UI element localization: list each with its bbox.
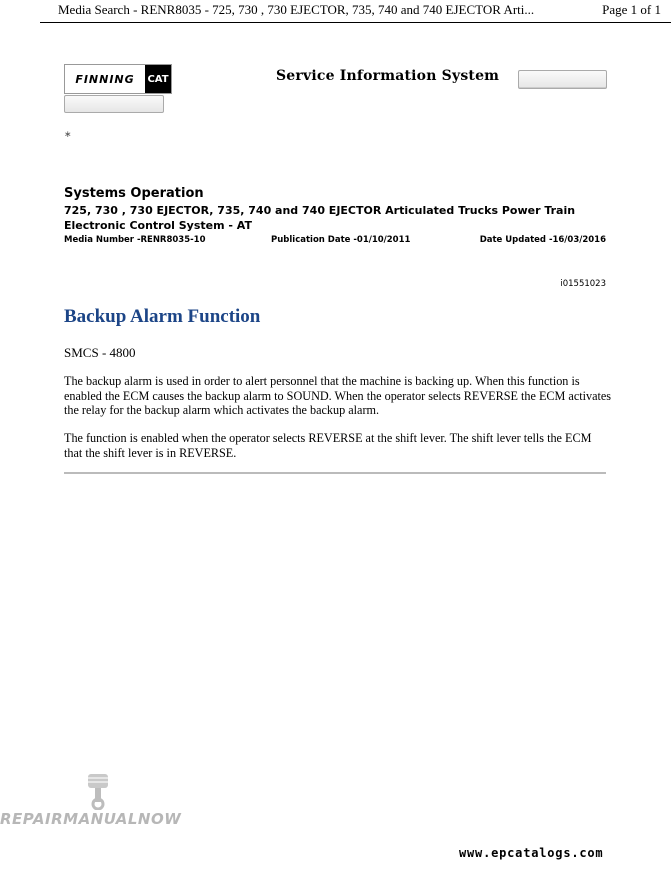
cat-logo-text: CAT <box>145 65 171 93</box>
watermark-text: REPAIRMANUALNOW <box>0 810 182 828</box>
divider <box>64 472 606 474</box>
finning-logo-text: FINNING <box>75 72 135 86</box>
media-number: Media Number -RENR8035-10 <box>64 235 206 245</box>
small-mark-icon: ∗ <box>64 130 72 140</box>
page-title: Backup Alarm Function <box>64 306 261 327</box>
product-line-2: Electronic Control System - AT <box>64 219 252 232</box>
date-updated: Date Updated -16/03/2016 <box>479 235 606 245</box>
smcs-code: SMCS - 4800 <box>64 345 136 360</box>
nav-field[interactable] <box>64 95 164 113</box>
section-title: Systems Operation <box>64 186 204 201</box>
finning-cat-logo <box>64 64 172 94</box>
piston-icon <box>80 770 116 810</box>
print-header <box>40 0 671 23</box>
paragraph-2: The function is enabled when the operator selects REVERSE at the shift lever. The shift lever tells the ECM that the shift lever is in REVERSE. <box>64 431 592 460</box>
print-header-title: Media Search - RENR8035 - 725, 730 , 730 EJECTOR, 735, 740 and 740 EJECTOR Arti... <box>58 2 535 17</box>
page-number: Page 1 of 1 <box>602 2 661 17</box>
system-title: Service Information System <box>276 68 500 84</box>
search-field[interactable] <box>518 70 607 89</box>
website-link[interactable]: www.epcatalogs.com <box>459 846 604 860</box>
product-description <box>64 203 575 233</box>
product-line-1: 725, 730 , 730 EJECTOR, 735, 740 and 740 EJECTOR Articulated Trucks Power Train <box>64 204 576 217</box>
paragraph-1: The backup alarm is used in order to alert personnel that the machine is backing up. When this function is enabled the ECM causes the backup alarm to SOUND. When the operator selects REVERSE the ECM activates the relay for the backup alarm which activates the backup alarm. <box>64 374 612 417</box>
publication-date: Publication Date -01/10/2011 <box>271 235 411 245</box>
document-id: i01551023 <box>560 279 606 289</box>
